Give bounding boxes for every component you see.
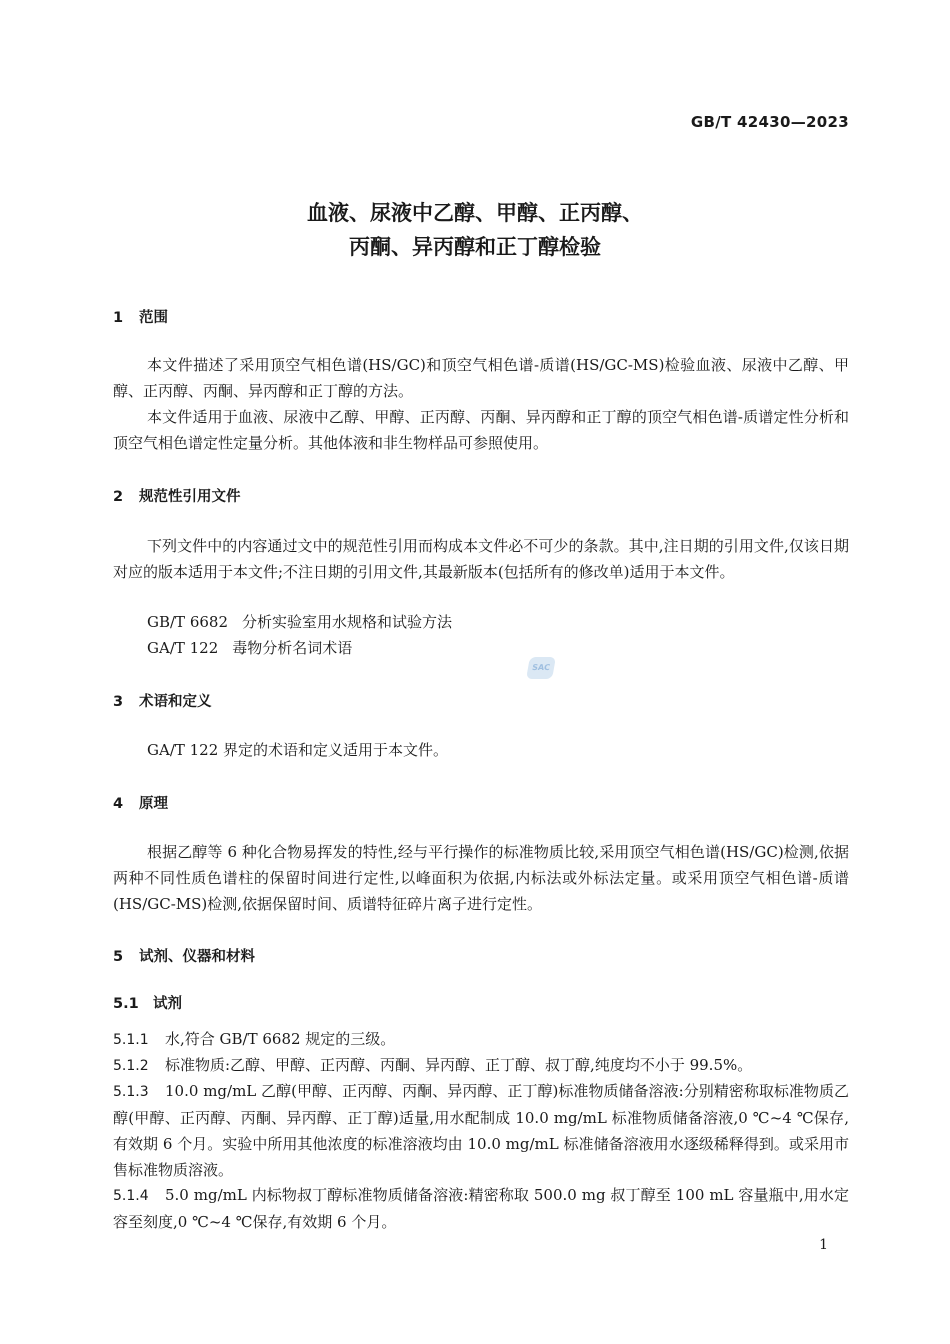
section-title: 规范性引用文件	[139, 489, 241, 505]
section-number: 5	[113, 949, 124, 965]
section-5-heading	[113, 945, 255, 966]
section-number: 1	[113, 310, 124, 326]
clause-item	[113, 1078, 849, 1183]
clause-number: 5.1.4	[113, 1188, 149, 1204]
section-title: 术语和定义	[139, 694, 212, 710]
clause-number: 5.1.3	[113, 1084, 149, 1100]
section-title: 试剂、仪器和材料	[139, 949, 255, 965]
document-title	[0, 196, 950, 264]
title-line-1: 血液、尿液中乙醇、甲醇、正丙醇、	[307, 201, 643, 225]
reference-item	[147, 635, 352, 661]
clause-text: 水,符合 GB/T 6682 规定的三级。	[165, 1030, 396, 1048]
clause-item	[113, 1052, 849, 1079]
page-number: 1	[819, 1237, 828, 1253]
section-4-heading	[113, 792, 168, 813]
section-3-heading	[113, 690, 212, 711]
section-2-paragraph-1: 下列文件中的内容通过文中的规范性引用而构成本文件必不可少的条款。其中,注日期的引用文件,仅该日期对应的版本适用于本文件;不注日期的引用文件,其最新版本(包括所有的修改单)适用于本文件。	[113, 537, 849, 581]
subsection-title: 试剂	[153, 996, 182, 1012]
section-2-heading	[113, 485, 241, 506]
clause-number: 5.1.1	[113, 1032, 149, 1048]
reference-code: GA/T 122	[147, 639, 219, 657]
clause-text: 标准物质:乙醇、甲醇、正丙醇、丙酮、异丙醇、正丁醇、叔丁醇,纯度均不小于 99.5%。	[165, 1056, 753, 1074]
reference-name: 毒物分析名词术语	[232, 639, 353, 657]
subsection-5-1-heading	[113, 992, 182, 1013]
sac-watermark-logo: SAC	[526, 657, 556, 679]
section-3-paragraph-1: GA/T 122 界定的术语和定义适用于本文件。	[147, 741, 449, 759]
standard-code: GB/T 42430—2023	[690, 113, 849, 131]
subsection-number: 5.1	[113, 996, 139, 1012]
section-1-paragraph-1: 本文件描述了采用顶空气相色谱(HS/GC)和顶空气相色谱-质谱(HS/GC-MS)检验血液、尿液中乙醇、甲醇、正丙醇、丙酮、异丙醇和正丁醇的方法。	[113, 356, 849, 400]
clause-text: 5.0 mg/mL 内标物叔丁醇标准物质储备溶液:精密称取 500.0 mg 叔丁醇至 100 mL 容量瓶中,用水定容至刻度,0 ℃~4 ℃保存,有效期 6 个月。	[113, 1186, 849, 1231]
reference-name: 分析实验室用水规格和试验方法	[242, 613, 453, 631]
reference-code: GB/T 6682	[147, 613, 229, 631]
clause-number: 5.1.2	[113, 1058, 149, 1074]
reference-item	[147, 609, 452, 635]
section-1-paragraph-2: 本文件适用于血液、尿液中乙醇、甲醇、正丙醇、丙酮、异丙醇和正丁醇的顶空气相色谱-质谱定性分析和顶空气相色谱定性定量分析。其他体液和非生物样品可参照使用。	[113, 408, 849, 452]
clause-text: 10.0 mg/mL 乙醇(甲醇、正丙醇、丙酮、异丙醇、正丁醇)标准物质储备溶液:分别精密称取标准物质乙醇(甲醇、正丙醇、丙酮、异丙醇、正丁醇)适量,用水配制成 10.0 mg/mL 标准物质储备溶液,0 ℃~4 ℃保存,有效期 6 个月。实验中所用其他浓度的标准溶液均由 10.0 mg/mL 标准储备溶液用水逐级稀释得到。或采用市售标准物质溶液。	[113, 1082, 849, 1179]
section-number: 3	[113, 694, 124, 710]
section-title: 范围	[139, 310, 168, 326]
section-number: 2	[113, 489, 124, 505]
clause-item	[113, 1026, 849, 1053]
section-1-heading	[113, 306, 168, 327]
section-4-paragraph-1: 根据乙醇等 6 种化合物易挥发的特性,经与平行操作的标准物质比较,采用顶空气相色谱(HS/GC)检测,依据两种不同性质色谱柱的保留时间进行定性,以峰面积为依据,内标法或外标法定量。或采用顶空气相色谱-质谱(HS/GC-MS)检测,依据保留时间、质谱特征碎片离子进行定性。	[113, 843, 849, 913]
title-line-2: 丙酮、异丙醇和正丁醇检验	[349, 235, 601, 259]
clause-item	[113, 1182, 849, 1235]
section-number: 4	[113, 796, 124, 812]
section-title: 原理	[139, 796, 168, 812]
